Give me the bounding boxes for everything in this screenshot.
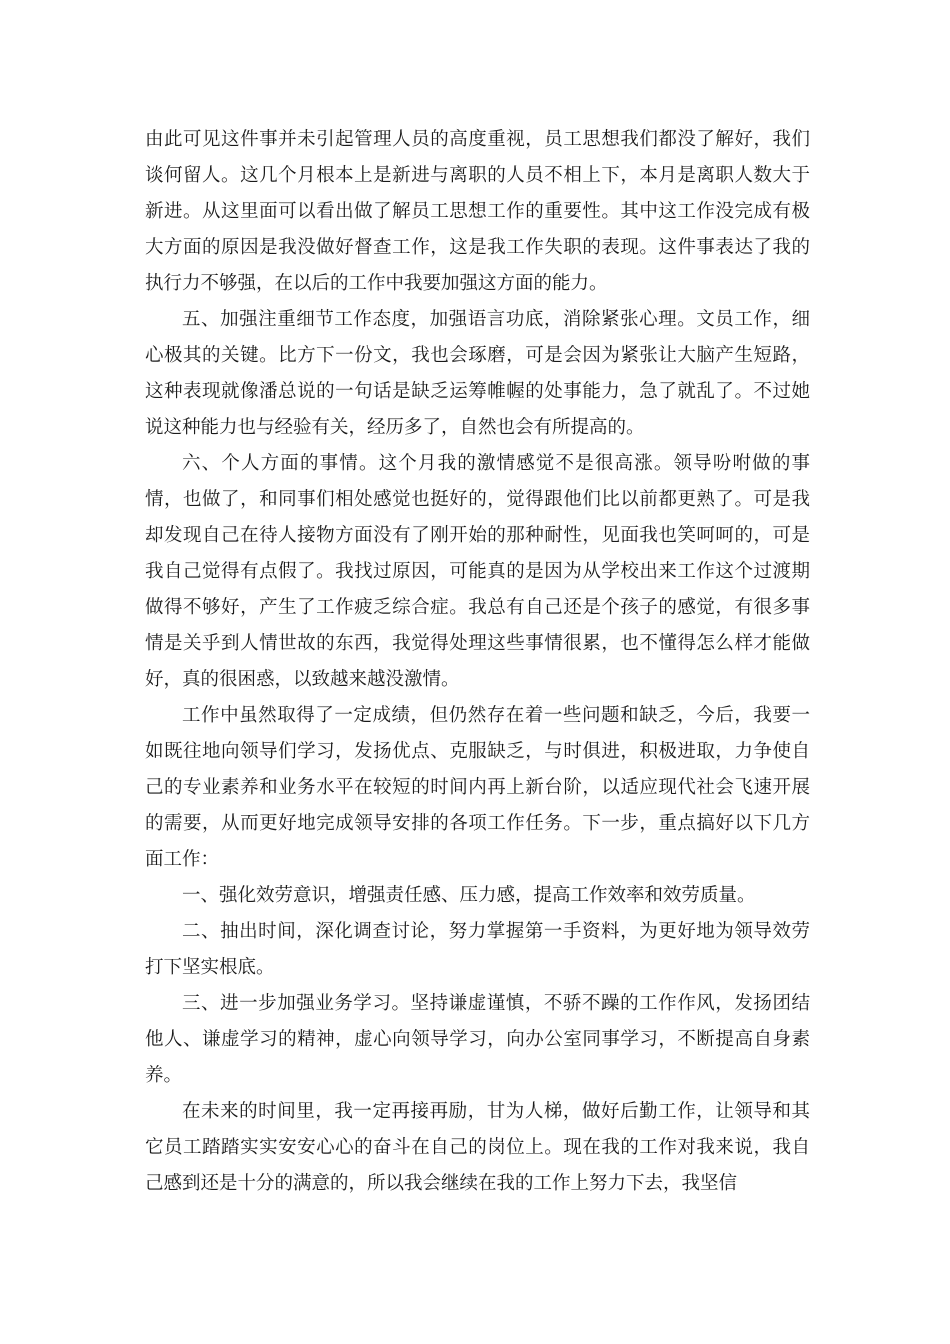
paragraph-closing: 在未来的时间里，我一定再接再励，甘为人梯，做好后勤工作，让领导和其它员工踏踏实实安安心心的奋斗在自己的岗位上。现在我的工作对我来说，我自己感到还是十分的满意的，所以我会继续在我的工作上努力下去，我坚信 (145, 1101, 810, 1194)
document-body (145, 122, 810, 1202)
paragraph-item-six: 六、个人方面的事情。这个月我的激情感觉不是很高涨。领导吩咐做的事情，也做了，和同事们相处感觉也挺好的，觉得跟他们比以前都更熟了。可是我却发现自己在待人接物方面没有了刚开始的那种耐性，见面我也笑呵呵的，可是我自己觉得有点假了。我找过原因，可能真的是因为从学校出来工作这个过渡期做得不够好，产生了工作疲乏综合症。我总有自己还是个孩子的感觉，有很多事情是关乎到人情世故的东西，我觉得处理这些事情很累，也不懂得怎么样才能做好，真的很困惑，以致越来越没激情。 (145, 453, 810, 690)
paragraph-item-five: 五、加强注重细节工作态度，加强语言功底，消除紧张心理。文员工作，细心极其的关键。比方下一份文，我也会琢磨，可是会因为紧张让大脑产生短路，这种表现就像潘总说的一句话是缺乏运筹帷幄的处事能力，急了就乱了。不过她说这种能力也与经验有关，经历多了，自然也会有所提高的。 (145, 309, 810, 438)
paragraph-continuation: 由此可见这件事并未引起管理人员的高度重视，员工思想我们都没了解好，我们谈何留人。这几个月根本上是新进与离职的人员不相上下，本月是离职人数大于新进。从这里面可以看出做了解员工思想工作的重要性。其中这工作没完成有极大方面的原因是我没做好督查工作，这是我工作失职的表现。这件事表达了我的执行力不够强，在以后的工作中我要加强这方面的能力。 (145, 129, 810, 294)
paragraph-summary: 工作中虽然取得了一定成绩，但仍然存在着一些问题和缺乏，今后，我要一如既往地向领导们学习，发扬优点、克服缺乏，与时俱进，积极进取，力争使自己的专业素养和业务水平在较短的时间内再上新台阶，以适应现代社会飞速开展的需要，从而更好地完成领导安排的各项工作任务。下一步，重点搞好以下几方面工作： (145, 705, 810, 870)
paragraph-plan-three: 三、进一步加强业务学习。坚持谦虚谨慎，不骄不躁的工作作风，发扬团结他人、谦虚学习的精神，虚心向领导学习，向办公室同事学习，不断提高自身素养。 (145, 993, 810, 1086)
paragraph-plan-two: 二、抽出时间，深化调查讨论，努力掌握第一手资料，为更好地为领导效劳打下坚实根底。 (145, 921, 810, 978)
paragraph-plan-one: 一、强化效劳意识，增强责任感、压力感，提高工作效率和效劳质量。 (182, 885, 756, 906)
